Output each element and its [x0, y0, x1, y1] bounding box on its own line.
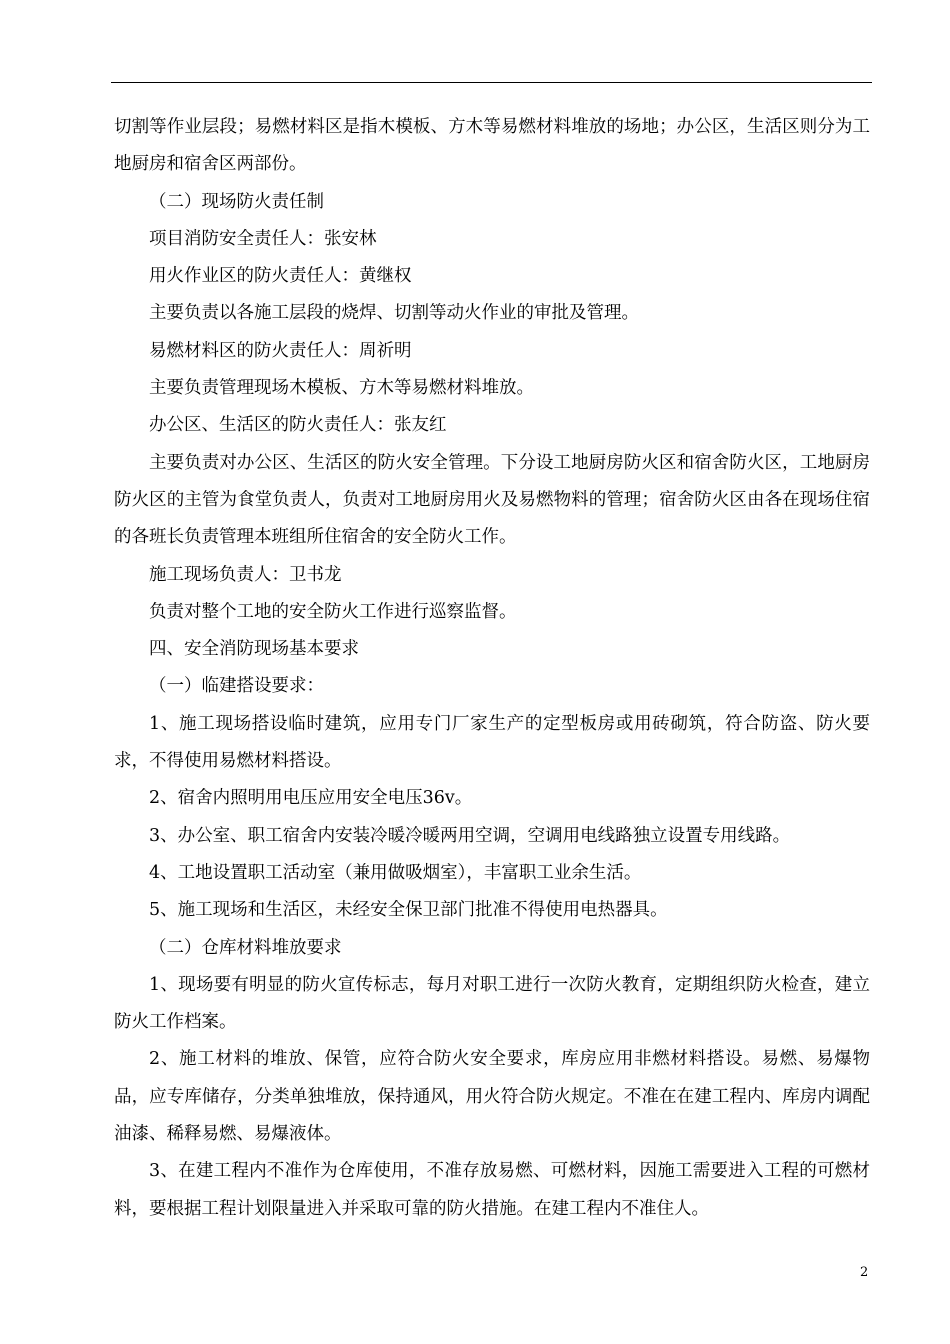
- paragraph: 主要负责对办公区、生活区的防火安全管理。下分设工地厨房防火区和宿舍防火区，工地厨房防火区的主管为食堂负责人，负责对工地厨房用火及易燃物料的管理；宿舍防火区由各在现场住宿的各班长负责管理本班组所住宿舍的安全防火工作。: [114, 452, 870, 548]
- paragraph: 切割等作业层段；易燃材料区是指木模板、方木等易燃材料堆放的场地；办公区，生活区则分为工地厨房和宿舍区两部份。: [114, 117, 870, 175]
- paragraph: 易燃材料区的防火责任人：周祈明: [149, 340, 412, 361]
- list-item: 2、施工材料的堆放、保管，应符合防火安全要求，库房应用非燃材料搭设。易燃、易爆物品，应专库储存，分类单独堆放，保持通风，用火符合防火规定。不准在在建工程内、库房内调配油漆、稀释易燃、易爆液体。: [114, 1049, 870, 1145]
- list-item: 3、在建工程内不准作为仓库使用，不准存放易燃、可燃材料，因施工需要进入工程的可燃材料，要根据工程计划限量进入并采取可靠的防火措施。在建工程内不准住人。: [114, 1161, 870, 1219]
- section-heading: （二）仓库材料堆放要求: [149, 937, 342, 958]
- header-rule: [111, 82, 872, 83]
- list-item: 1、施工现场搭设临时建筑，应用专门厂家生产的定型板房或用砖砌筑，符合防盗、防火要求，不得使用易燃材料搭设。: [114, 713, 870, 772]
- list-item: 3、办公室、职工宿舍内安装冷暖冷暖两用空调，空调用电线路独立设置专用线路。: [149, 825, 791, 846]
- paragraph: 负责对整个工地的安全防火工作进行巡察监督。: [149, 601, 517, 622]
- list-item: 5、施工现场和生活区，未经安全保卫部门批准不得使用电热器具。: [149, 900, 668, 921]
- paragraph: 办公区、生活区的防火责任人：张友红: [149, 415, 447, 436]
- paragraph: 主要负责管理现场木模板、方木等易燃材料堆放。: [149, 378, 534, 399]
- document-body: [114, 109, 870, 1228]
- paragraph: 主要负责以各施工层段的烧焊、切割等动火作业的审批及管理。: [149, 303, 639, 324]
- list-item: 4、工地设置职工活动室（兼用做吸烟室），丰富职工业余生活。: [149, 862, 642, 883]
- list-item: 1、现场要有明显的防火宣传标志，每月对职工进行一次防火教育，定期组织防火检查，建立防火工作档案。: [114, 974, 870, 1033]
- section-heading: （二）现场防火责任制: [149, 191, 324, 212]
- page-number: 2: [860, 1265, 869, 1280]
- list-item: 2、宿舍内照明用电压应用安全电压36v。: [149, 788, 473, 809]
- section-heading: 四、安全消防现场基本要求: [149, 639, 359, 660]
- paragraph: 施工现场负责人：卫书龙: [149, 564, 342, 585]
- paragraph: 用火作业区的防火责任人：黄继权: [149, 266, 412, 287]
- section-heading: （一）临建搭设要求：: [149, 676, 324, 697]
- paragraph: 项目消防安全责任人：张安林: [149, 228, 377, 249]
